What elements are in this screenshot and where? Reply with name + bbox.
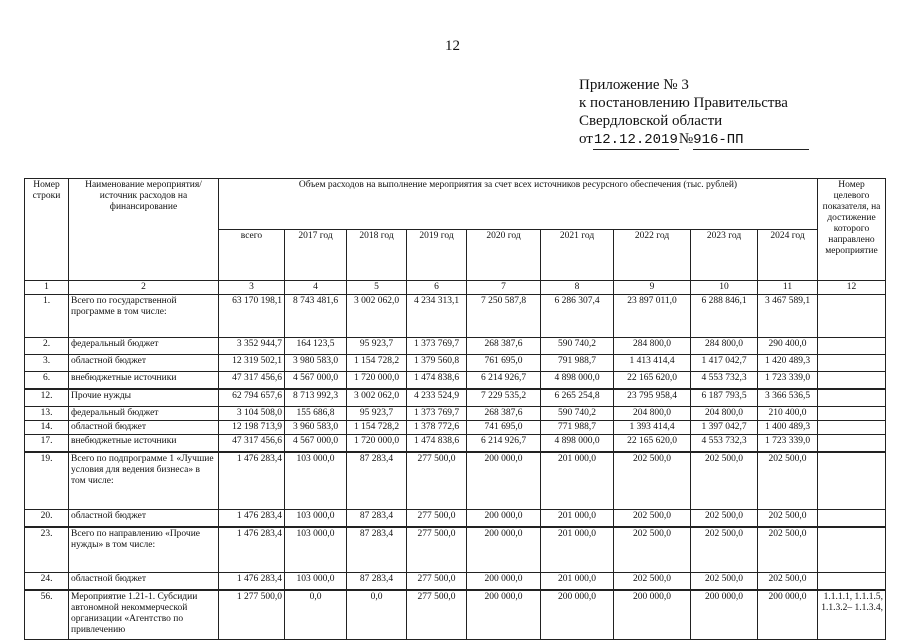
value-cell: 1 400 489,3 [758,421,818,435]
target-indicator [818,295,886,338]
value-cell: 200 000,0 [467,527,541,573]
value-cell: 200 000,0 [467,510,541,528]
value-cell: 3 002 062,0 [347,389,407,407]
value-cell: 202 500,0 [614,510,691,528]
value-cell: 1 154 728,2 [347,421,407,435]
row-number: 24. [25,573,69,591]
table-row [25,372,886,390]
value-cell: 3 002 062,0 [347,295,407,338]
value-cell: 1 476 283,4 [219,573,285,591]
value-cell: 87 283,4 [347,527,407,573]
header-year: 2021 год [541,230,614,281]
value-cell: 6 288 846,1 [691,295,758,338]
value-cell: 277 500,0 [407,590,467,640]
value-cell: 202 500,0 [614,573,691,591]
target-indicator: 1.1.1.1, 1.1.1.5, 1.1.3.2– 1.1.3.4, [818,590,886,640]
value-cell: 1 720 000,0 [347,435,407,453]
row-name: внебюджетные источники [69,435,219,453]
target-indicator [818,435,886,453]
value-cell: 1 476 283,4 [219,527,285,573]
value-cell: 63 170 198,1 [219,295,285,338]
header-year: 2024 год [758,230,818,281]
row-name: Всего по направлению «Прочие нужды» в том числе: [69,527,219,573]
value-cell: 1 393 414,4 [614,421,691,435]
row-number: 17. [25,435,69,453]
value-cell: 202 500,0 [691,527,758,573]
page-number: 12 [445,38,460,54]
value-cell: 12 319 502,1 [219,355,285,372]
value-cell: 22 165 620,0 [614,435,691,453]
row-name: областной бюджет [69,421,219,435]
value-cell: 202 500,0 [758,527,818,573]
value-cell: 87 283,4 [347,510,407,528]
value-cell: 1 373 769,7 [407,338,467,355]
value-cell: 1 154 728,2 [347,355,407,372]
table-body [25,295,886,640]
target-indicator [818,452,886,510]
value-cell: 202 500,0 [758,573,818,591]
header-year: 2020 год [467,230,541,281]
value-cell: 277 500,0 [407,527,467,573]
value-cell: 6 214 926,7 [467,372,541,390]
value-cell: 1 379 560,8 [407,355,467,372]
value-cell: 1 420 489,3 [758,355,818,372]
target-indicator [818,372,886,390]
row-name: Всего по государственной программе в том числе: [69,295,219,338]
value-cell: 277 500,0 [407,452,467,510]
value-cell: 277 500,0 [407,510,467,528]
target-indicator [818,527,886,573]
value-cell: 103 000,0 [285,527,347,573]
value-cell: 1 413 414,4 [614,355,691,372]
value-cell: 103 000,0 [285,510,347,528]
value-cell: 23 795 958,4 [614,389,691,407]
column-number: 12 [818,281,886,295]
row-number: 14. [25,421,69,435]
header-year: 2023 год [691,230,758,281]
value-cell: 87 283,4 [347,452,407,510]
value-cell: 95 923,7 [347,407,407,421]
row-number: 20. [25,510,69,528]
value-cell: 590 740,2 [541,407,614,421]
row-number: 13. [25,407,69,421]
value-cell: 201 000,0 [541,452,614,510]
value-cell: 1 474 838,6 [407,372,467,390]
value-cell: 204 800,0 [614,407,691,421]
value-cell: 1 476 283,4 [219,452,285,510]
row-number: 56. [25,590,69,640]
value-cell: 87 283,4 [347,573,407,591]
row-number: 3. [25,355,69,372]
target-indicator [818,407,886,421]
table-row [25,355,886,372]
value-cell: 200 000,0 [467,590,541,640]
value-cell: 3 366 536,5 [758,389,818,407]
value-cell: 201 000,0 [541,527,614,573]
value-cell: 202 500,0 [691,452,758,510]
table-row [25,389,886,407]
value-cell: 284 800,0 [614,338,691,355]
value-cell: 23 897 011,0 [614,295,691,338]
row-name: Всего по подпрограмме 1 «Лучшие условия для ведения бизнеса» в том числе: [69,452,219,510]
value-cell: 200 000,0 [758,590,818,640]
value-cell: 590 740,2 [541,338,614,355]
table-row [25,338,886,355]
value-cell: 1 723 339,0 [758,435,818,453]
row-name: областной бюджет [69,510,219,528]
appendix-line-2: к постановлению Правительства [579,95,788,111]
value-cell: 791 988,7 [541,355,614,372]
target-indicator [818,510,886,528]
decree-number: 916-ПП [693,132,744,148]
table-row [25,527,886,573]
value-cell: 204 800,0 [691,407,758,421]
table-row [25,510,886,528]
value-cell: 277 500,0 [407,573,467,591]
value-cell: 1 417 042,7 [691,355,758,372]
value-cell: 12 198 713,9 [219,421,285,435]
value-cell: 201 000,0 [541,510,614,528]
row-name: федеральный бюджет [69,338,219,355]
value-cell: 1 373 769,7 [407,407,467,421]
value-cell: 268 387,6 [467,407,541,421]
row-name: областной бюджет [69,355,219,372]
row-name: внебюджетные источники [69,372,219,390]
value-cell: 4 567 000,0 [285,372,347,390]
value-cell: 47 317 456,6 [219,435,285,453]
column-number: 8 [541,281,614,295]
value-cell: 155 686,8 [285,407,347,421]
value-cell: 6 214 926,7 [467,435,541,453]
value-cell: 4 234 313,1 [407,295,467,338]
row-number: 12. [25,389,69,407]
value-cell: 1 397 042,7 [691,421,758,435]
value-cell: 4 553 732,3 [691,372,758,390]
value-cell: 1 277 500,0 [219,590,285,640]
value-cell: 268 387,6 [467,338,541,355]
column-number: 11 [758,281,818,295]
target-indicator [818,338,886,355]
value-cell: 4 898 000,0 [541,435,614,453]
row-number: 1. [25,295,69,338]
table-row [25,590,886,640]
value-cell: 761 695,0 [467,355,541,372]
column-number: 10 [691,281,758,295]
value-cell: 201 000,0 [541,573,614,591]
value-cell: 741 695,0 [467,421,541,435]
target-indicator [818,421,886,435]
row-name: Мероприятие 1.21-1. Субсидии автономной некоммерческой организации «Агентство по привлечению [69,590,219,640]
header-year: 2019 год [407,230,467,281]
value-cell: 200 000,0 [467,573,541,591]
appendix-line-3: Свердловской области [579,113,723,129]
value-cell: 200 000,0 [467,452,541,510]
header-row-1 [25,179,886,230]
column-numbers-row [25,281,886,295]
row-name: Прочие нужды [69,389,219,407]
value-cell: 7 250 587,8 [467,295,541,338]
header-year: 2022 год [614,230,691,281]
appendix-date-line [579,130,809,150]
value-cell: 4 233 524,9 [407,389,467,407]
table-row [25,435,886,453]
value-cell: 3 104 508,0 [219,407,285,421]
table-row [25,421,886,435]
appendix-title: Приложение № 3 [579,77,689,93]
value-cell: 1 378 772,6 [407,421,467,435]
value-cell: 3 980 583,0 [285,355,347,372]
value-cell: 4 898 000,0 [541,372,614,390]
value-cell: 3 467 589,1 [758,295,818,338]
column-number: 3 [219,281,285,295]
value-cell: 6 187 793,5 [691,389,758,407]
value-cell: 8 743 481,6 [285,295,347,338]
value-cell: 0,0 [347,590,407,640]
header-year: 2017 год [285,230,347,281]
value-cell: 210 400,0 [758,407,818,421]
value-cell: 103 000,0 [285,452,347,510]
row-number: 2. [25,338,69,355]
header-year: 2018 год [347,230,407,281]
header-volume: Объем расходов на выполнение мероприятия за счет всех источников ресурсного обеспечения (тыс. рублей) [219,179,818,230]
row-name: областной бюджет [69,573,219,591]
value-cell: 6 265 254,8 [541,389,614,407]
value-cell: 164 123,5 [285,338,347,355]
table-row [25,452,886,510]
value-cell: 6 286 307,4 [541,295,614,338]
table-row [25,407,886,421]
decree-date: 12.12.2019 [593,132,678,148]
header-year: всего [219,230,285,281]
value-cell: 7 229 535,2 [467,389,541,407]
target-indicator [818,355,886,372]
value-cell: 3 352 944,7 [219,338,285,355]
row-name: федеральный бюджет [69,407,219,421]
value-cell: 202 500,0 [614,527,691,573]
value-cell: 1 476 283,4 [219,510,285,528]
row-number: 19. [25,452,69,510]
column-number: 9 [614,281,691,295]
value-cell: 202 500,0 [758,452,818,510]
target-indicator [818,389,886,407]
value-cell: 284 800,0 [691,338,758,355]
value-cell: 95 923,7 [347,338,407,355]
header-target: Номер целевого показателя, на достижение которого направлено мероприятие [818,179,886,281]
value-cell: 103 000,0 [285,573,347,591]
table-row [25,295,886,338]
expenditure-table [24,178,886,640]
value-cell: 202 500,0 [758,510,818,528]
target-indicator [818,573,886,591]
value-cell: 1 720 000,0 [347,372,407,390]
number-label: № [678,131,694,147]
value-cell: 1 723 339,0 [758,372,818,390]
column-number: 1 [25,281,69,295]
table-row [25,573,886,591]
column-number: 5 [347,281,407,295]
value-cell: 3 960 583,0 [285,421,347,435]
header-row-number: Номер строки [25,179,69,281]
value-cell: 202 500,0 [614,452,691,510]
value-cell: 202 500,0 [691,510,758,528]
value-cell: 200 000,0 [691,590,758,640]
column-number: 7 [467,281,541,295]
value-cell: 202 500,0 [691,573,758,591]
value-cell: 47 317 456,6 [219,372,285,390]
column-number: 4 [285,281,347,295]
header-name: Наименование мероприятия/источник расходов на финансирование [69,179,219,281]
column-number: 2 [69,281,219,295]
value-cell: 4 553 732,3 [691,435,758,453]
value-cell: 771 988,7 [541,421,614,435]
value-cell: 1 474 838,6 [407,435,467,453]
appendix-block [579,76,809,150]
value-cell: 290 400,0 [758,338,818,355]
value-cell: 62 794 657,6 [219,389,285,407]
row-number: 6. [25,372,69,390]
value-cell: 200 000,0 [614,590,691,640]
from-label: от [579,131,593,147]
value-cell: 8 713 992,3 [285,389,347,407]
value-cell: 4 567 000,0 [285,435,347,453]
value-cell: 0,0 [285,590,347,640]
value-cell: 22 165 620,0 [614,372,691,390]
value-cell: 200 000,0 [541,590,614,640]
row-number: 23. [25,527,69,573]
column-number: 6 [407,281,467,295]
